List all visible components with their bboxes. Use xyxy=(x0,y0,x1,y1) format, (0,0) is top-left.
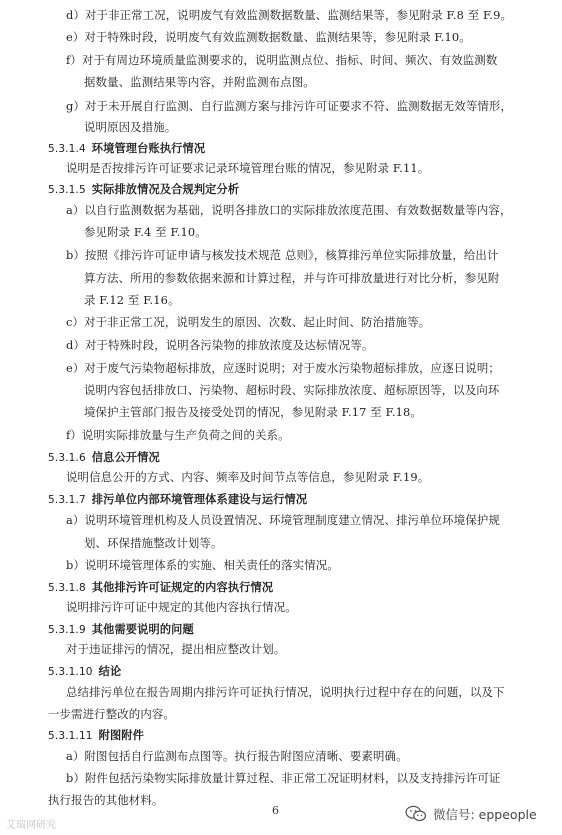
list-item: b）说明环境管理体系的实施、相关责任的落实情况。 xyxy=(66,558,339,572)
section-heading xyxy=(48,621,194,638)
list-item-continuation: 参见附录 F.4 至 F.10。 xyxy=(84,225,207,239)
section-title: 结论 xyxy=(98,665,122,678)
list-item-continuation: 说明内容包括排放口、污染物、超标时段、实际排放浓度、超标原因等，以及向环 xyxy=(84,383,500,397)
section-number: 5.3.1.10 xyxy=(48,666,93,678)
section-title: 排污单位内部环境管理体系建设与运行情况 xyxy=(91,493,308,506)
section-number: 5.3.1.4 xyxy=(48,143,86,155)
section-heading xyxy=(48,181,239,198)
list-item: g）对于未开展自行监测、自行监测方案与排污许可证要求不符、监测数据无效等情形， xyxy=(66,99,512,113)
section-title: 其他排污许可证规定的内容执行情况 xyxy=(91,581,274,594)
list-item: a）以自行监测数据为基础，说明各排放口的实际排放浓度范围、有效数据数量等内容， xyxy=(66,203,512,217)
watermark-left-text: 艾瑞网研究 xyxy=(6,820,56,831)
section-heading xyxy=(48,663,121,680)
paragraph: 总结排污单位在报告周期内排污许可证执行情况，说明执行过程中存在的问题，以及下 xyxy=(66,685,505,699)
section-title: 其他需要说明的问题 xyxy=(91,623,194,636)
list-item-continuation: 算方法、所用的参数依据来源和计算过程，并与许可排放量进行对比分析，参见附 xyxy=(84,271,500,285)
list-item: b）按照《排污许可证申请与核发技术规范 总则》，核算排污单位实际排放量，给出计 xyxy=(66,248,499,262)
list-item: e）对于废气污染物超标排放，应逐时说明；对于废水污染物超标排放，应逐日说明； xyxy=(66,361,500,375)
paragraph: 说明排污许可证中规定的其他内容执行情况。 xyxy=(66,600,297,614)
watermark-right-text: 微信号: eppeople xyxy=(433,807,537,822)
page-number: 6 xyxy=(272,804,279,817)
list-item: b）附件包括污染物实际排放量计算过程、非正常工况证明材料，以及支持排污许可证 xyxy=(66,771,501,785)
section-number: 5.3.1.8 xyxy=(48,582,86,594)
section-title: 信息公开情况 xyxy=(91,451,160,464)
paragraph: 说明是否按排污许可证要求记录环境管理台账的情况，参见附录 F.11。 xyxy=(66,161,430,175)
section-heading xyxy=(48,449,160,466)
section-title: 环境管理台账执行情况 xyxy=(91,142,206,155)
watermark-left xyxy=(6,816,56,831)
section-number: 5.3.1.7 xyxy=(48,494,86,506)
list-item: d）对于非正常工况，说明废气有效监测数据数量、监测结果等，参见附录 F.8 至 F.9。 xyxy=(66,8,513,22)
list-item: e）对于特殊时段，说明废气有效监测数据数量、监测结果等，参见附录 F.10。 xyxy=(66,30,471,44)
list-item: d）对于特殊时段，说明各污染物的排放浓度及达标情况等。 xyxy=(66,338,374,352)
wechat-icon xyxy=(405,805,427,823)
list-item: a）附图包括自行监测布点图等。执行报告附图应清晰、要素明确。 xyxy=(66,749,408,763)
list-item: f）说明实际排放量与生产负荷之间的关系。 xyxy=(66,428,290,442)
list-item-continuation: 境保护主管部门报告及接受处罚的情况，参见附录 F.17 至 F.18。 xyxy=(84,405,422,419)
paragraph-continuation: 一步需进行整改的内容。 xyxy=(48,707,175,721)
list-item: a）说明环境管理机构及人员设置情况、环境管理制度建立情况、排污单位环境保护规 xyxy=(66,513,500,527)
paragraph: 对于违证排污的情况，提出相应整改计划。 xyxy=(66,642,286,656)
list-item-continuation: 据数量、监测结果等内容，并附监测布点图。 xyxy=(84,75,315,89)
section-heading xyxy=(48,727,144,744)
list-item-continuation: 说明原因及措施。 xyxy=(84,120,177,134)
section-heading xyxy=(48,491,307,508)
paragraph: 说明信息公开的方式、内容、频率及时间节点等信息，参见附录 F.19。 xyxy=(66,470,430,484)
list-item-continuation: 录 F.12 至 F.16。 xyxy=(84,293,180,307)
section-number: 5.3.1.6 xyxy=(48,452,86,464)
list-item: c）对于非正常工况，说明发生的原因、次数、起止时间、防治措施等。 xyxy=(66,315,431,329)
list-item-continuation: 划、环保措施整改计划等。 xyxy=(84,536,223,550)
paragraph-continuation: 执行报告的其他材料。 xyxy=(48,793,164,807)
section-title: 实际排放情况及合规判定分析 xyxy=(91,183,240,196)
section-number: 5.3.1.11 xyxy=(48,730,93,742)
watermark-right xyxy=(405,805,537,823)
section-heading xyxy=(48,579,273,596)
section-number: 5.3.1.9 xyxy=(48,624,86,636)
section-title: 附图附件 xyxy=(98,729,144,742)
section-number: 5.3.1.5 xyxy=(48,184,86,196)
section-heading xyxy=(48,140,205,157)
list-item: f）对于有周边环境质量监测要求的，说明监测点位、指标、时间、频次、有效监测数 xyxy=(66,53,498,67)
